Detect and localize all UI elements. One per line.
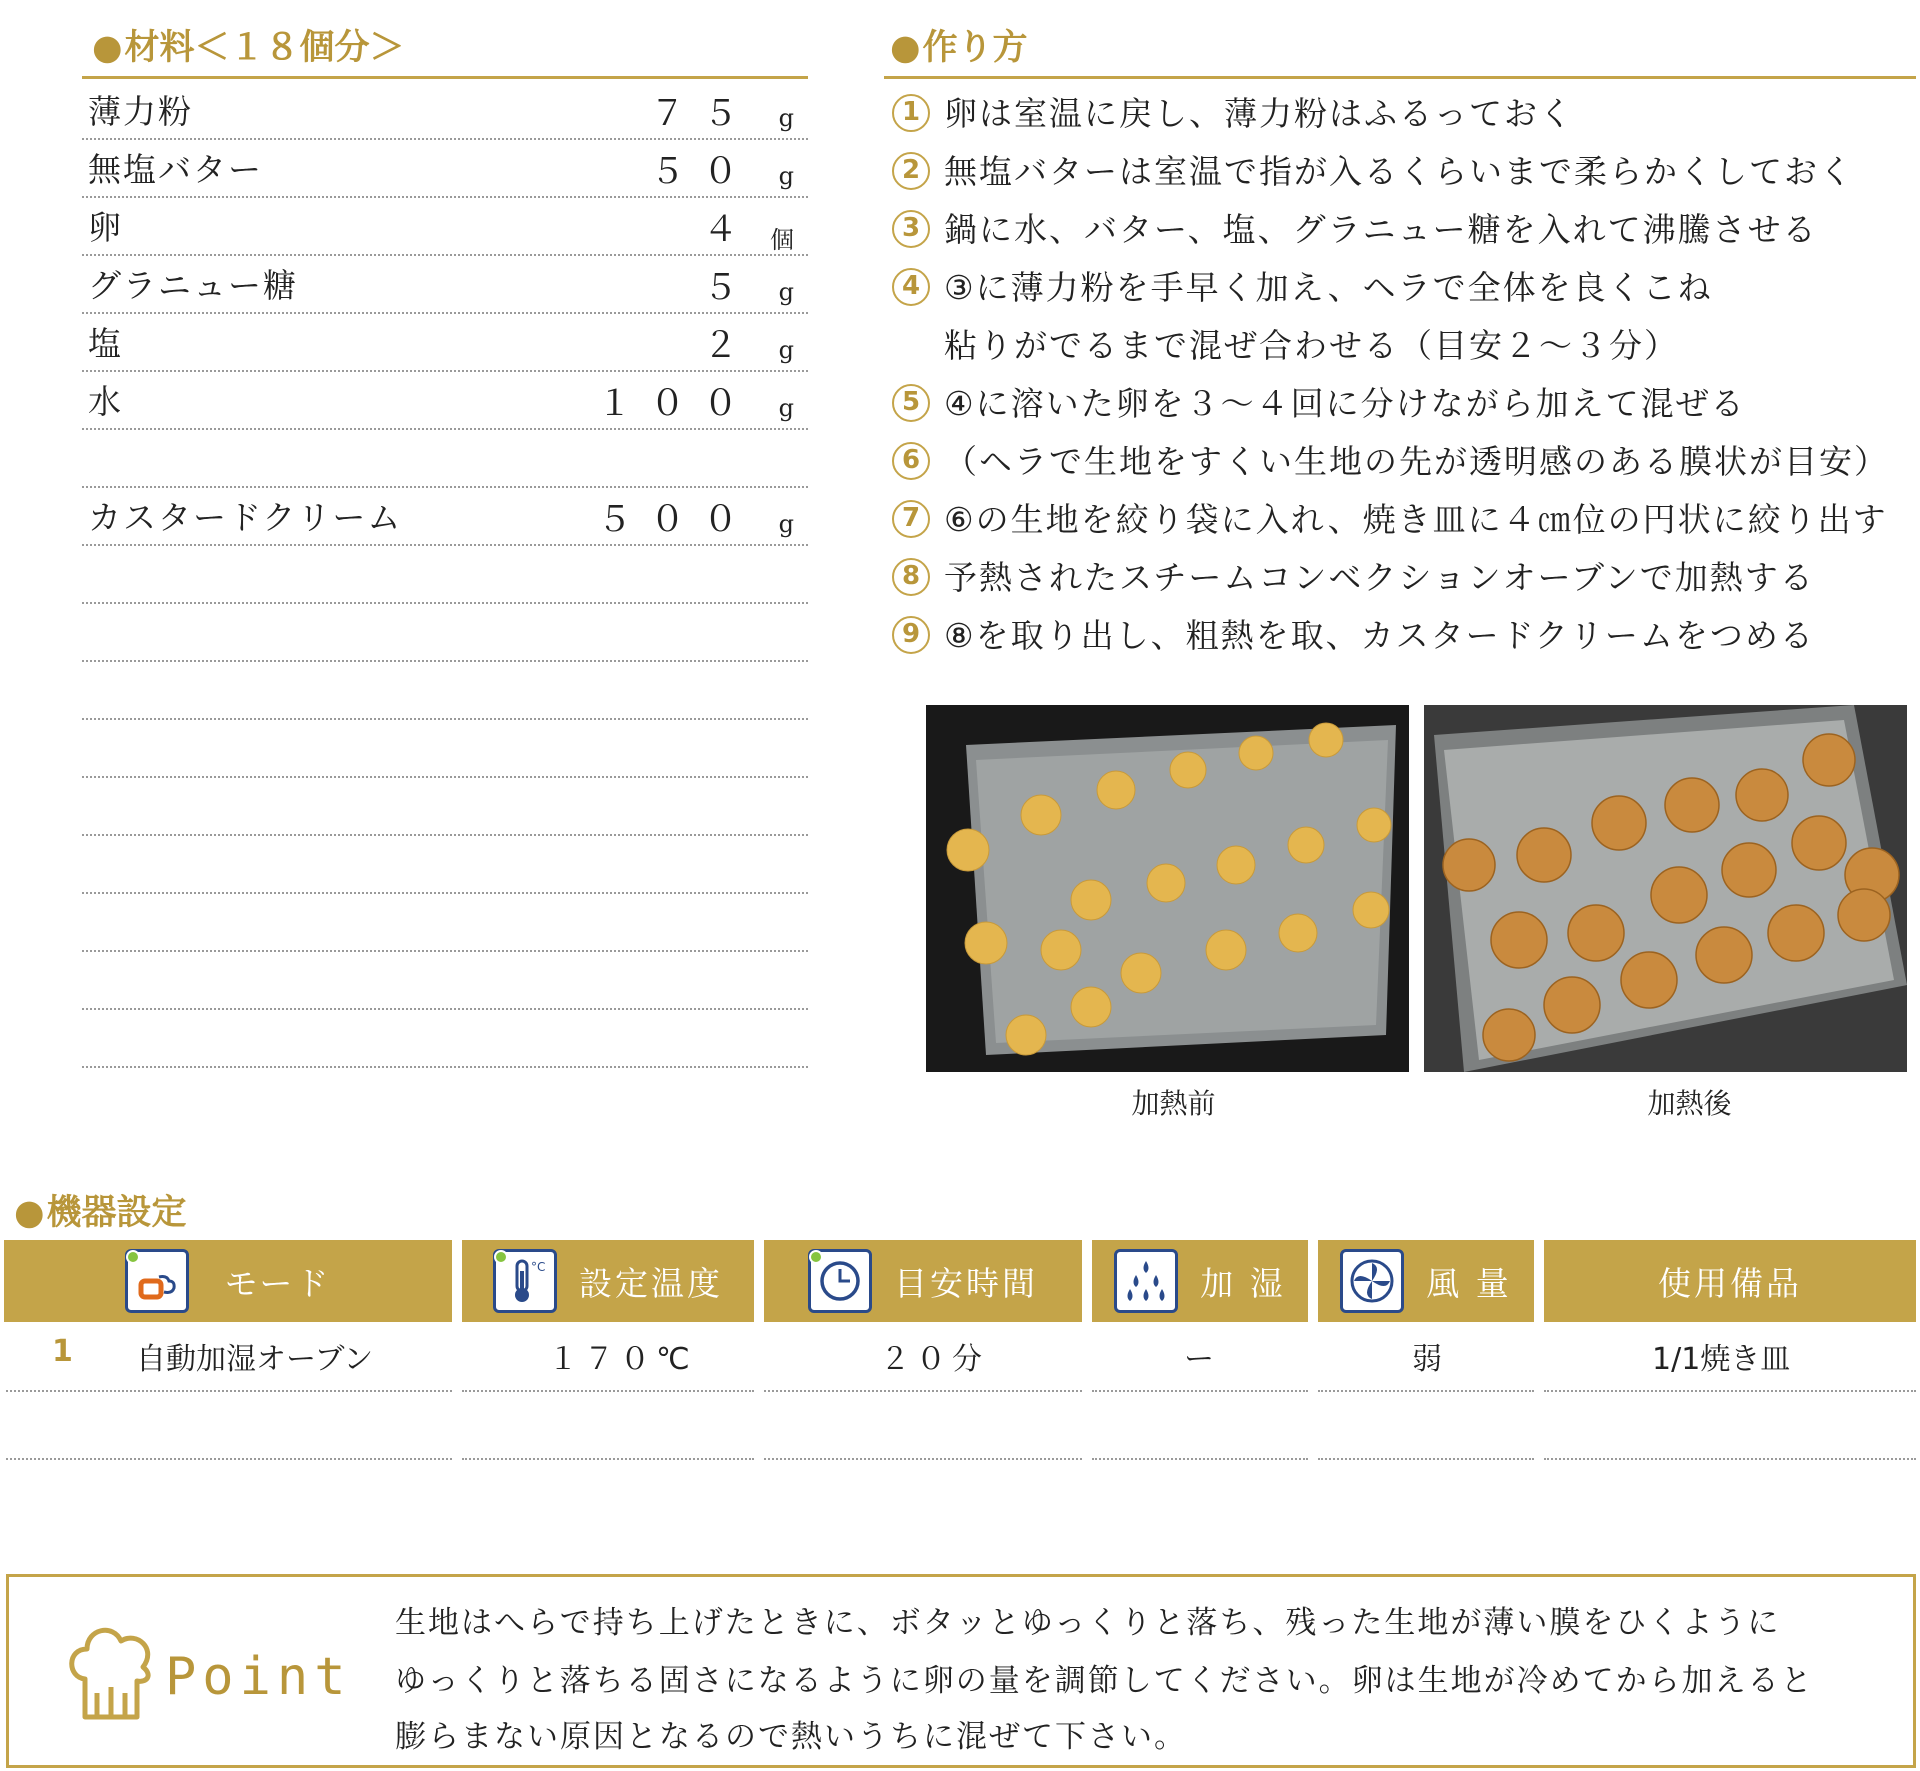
- ingredient-row: [82, 198, 808, 256]
- svg-text:°C: °C: [531, 1260, 546, 1274]
- ingredient-row-empty: [82, 604, 808, 662]
- step-item: [888, 490, 1918, 548]
- photo-before-baking: [926, 705, 1409, 1072]
- step-number: 7: [892, 500, 930, 538]
- step-text: 予熱されたスチームコンベクションオーブンで加熱する: [944, 558, 1815, 597]
- row-index: 1: [52, 1334, 73, 1369]
- step-item: [888, 548, 1918, 606]
- step-number: 8: [892, 558, 930, 596]
- ingredient-name: 無塩バター: [88, 150, 263, 189]
- ingredient-row-empty: [82, 720, 808, 778]
- ingredient-row-empty: [82, 1010, 808, 1068]
- ingredient-qty: ２: [702, 326, 756, 366]
- row-items: 1/1焼き皿: [1652, 1342, 1791, 1377]
- ingredient-qty: ５: [702, 268, 756, 308]
- row-separator: [1092, 1390, 1308, 1392]
- chef-hat-icon: [65, 1619, 155, 1729]
- row-mode: 自動加湿オーブン: [136, 1342, 374, 1377]
- ingredient-row: [82, 314, 808, 372]
- ingredient-unit: g: [778, 104, 794, 132]
- step-item: [888, 258, 1918, 316]
- row-separator: [1318, 1390, 1534, 1392]
- header-time: [764, 1240, 1082, 1322]
- ingredient-unit: g: [778, 394, 794, 422]
- step-item: [888, 432, 1918, 490]
- ingredient-row: [82, 140, 808, 198]
- ingredient-qty: ５００: [596, 500, 756, 540]
- row-separator: [1544, 1458, 1916, 1460]
- header-mode-label: モード: [224, 1263, 332, 1303]
- point-text-line: ゆっくりと落ちる固さになるように卵の量を調節してください。卵は生地が冷めてから加えると: [395, 1663, 1814, 1699]
- point-label: Point: [165, 1647, 352, 1707]
- step-item: [888, 374, 1918, 432]
- ingredient-unit: g: [778, 278, 794, 306]
- ingredient-row-empty: [82, 662, 808, 720]
- row-time: ２０分: [880, 1342, 988, 1377]
- ingredient-row: [82, 256, 808, 314]
- header-temp: [462, 1240, 754, 1322]
- ingredient-row: [82, 488, 808, 546]
- point-box: [6, 1574, 1916, 1768]
- step-text: ④に溶いた卵を３～４回に分けながら加えて混ぜる: [944, 384, 1746, 423]
- point-text-line: 生地はへらで持ち上げたときに、ボタッとゆっくりと落ち、残った生地が薄い膜をひくように: [395, 1605, 1781, 1641]
- ingredient-name: カスタードクリーム: [88, 498, 403, 537]
- photo-after-baking: [1424, 705, 1907, 1072]
- ingredient-row: [82, 372, 808, 430]
- ingredient-row-empty: [82, 546, 808, 604]
- ingredient-unit: 個: [770, 226, 794, 254]
- ingredient-row-empty: [82, 894, 808, 952]
- step-text: 鍋に水、バター、塩、グラニュー糖を入れて沸騰させる: [944, 210, 1818, 249]
- header-items-label: 使用備品: [1658, 1263, 1802, 1303]
- ingredients-list: [82, 82, 808, 1068]
- step-number: 2: [892, 152, 930, 190]
- step-text: ③に薄力粉を手早く加え、ヘラで全体を良くこね: [944, 268, 1713, 307]
- ingredient-name: 塩: [88, 324, 123, 363]
- equipment-title: ● 機器設定: [14, 1193, 187, 1233]
- row-separator: [1092, 1458, 1308, 1460]
- step-number: 5: [892, 384, 930, 422]
- ingredient-row: [82, 430, 808, 488]
- caption-after: 加熱後: [1647, 1087, 1732, 1120]
- header-humidity: [1092, 1240, 1308, 1322]
- indicator-dot-icon: [494, 1250, 508, 1264]
- row-separator: [462, 1458, 754, 1460]
- ingredients-title-rule: [82, 76, 808, 79]
- header-fan-label: 風 量: [1426, 1263, 1512, 1303]
- steam-mode-icon: [125, 1249, 189, 1313]
- fan-icon: [1340, 1249, 1404, 1313]
- row-temp: １７０℃: [548, 1342, 696, 1377]
- ingredient-name: 水: [88, 382, 123, 421]
- ingredient-unit: g: [778, 162, 794, 190]
- ingredient-qty: ４: [702, 210, 756, 250]
- point-text-line: 膨らまない原因となるので熱いうちに混ぜて下さい。: [395, 1719, 1187, 1755]
- clock-icon: [808, 1249, 872, 1313]
- step-item: [888, 142, 1918, 200]
- indicator-dot-icon: [126, 1250, 140, 1264]
- thermometer-icon: [493, 1249, 557, 1313]
- step-item: [888, 200, 1918, 258]
- ingredients-title: ● 材料＜１８個分＞: [92, 28, 405, 68]
- header-items: [1544, 1240, 1916, 1322]
- step-item-continued: [888, 316, 1918, 374]
- row-separator: [764, 1458, 1082, 1460]
- row-separator: [6, 1458, 452, 1460]
- header-mode: [4, 1240, 452, 1322]
- header-humidity-label: 加 湿: [1200, 1263, 1286, 1303]
- ingredient-row-empty: [82, 778, 808, 836]
- row-separator: [764, 1390, 1082, 1392]
- header-temp-label: 設定温度: [579, 1263, 723, 1303]
- step-number: 9: [892, 616, 930, 654]
- step-number: 3: [892, 210, 930, 248]
- step-number: 6: [892, 442, 930, 480]
- ingredient-row-empty: [82, 952, 808, 1010]
- caption-before: 加熱前: [1131, 1087, 1216, 1120]
- method-title-rule: [884, 76, 1916, 79]
- ingredient-name: グラニュー糖: [88, 266, 298, 305]
- step-number: 1: [892, 94, 930, 132]
- row-separator: [1544, 1390, 1916, 1392]
- ingredient-row: [82, 82, 808, 140]
- header-time-label: 目安時間: [894, 1263, 1038, 1303]
- row-separator: [6, 1390, 452, 1392]
- row-humidity: ー: [1184, 1342, 1214, 1377]
- header-fan: [1318, 1240, 1534, 1322]
- step-text: 卵は室温に戻し、薄力粉はふるっておく: [944, 94, 1574, 133]
- ingredient-qty: １００: [596, 384, 756, 424]
- method-title: ● 作り方: [890, 28, 1028, 68]
- ingredient-qty: ５０: [649, 152, 756, 192]
- step-number: 4: [892, 268, 930, 306]
- step-text: ⑧を取り出し、粗熱を取、カスタードクリームをつめる: [944, 616, 1815, 655]
- row-fan: 弱: [1412, 1342, 1442, 1377]
- indicator-dot-icon: [809, 1250, 823, 1264]
- ingredient-qty: ７５: [649, 94, 756, 134]
- water-drops-icon: [1114, 1249, 1178, 1313]
- row-separator: [1318, 1458, 1534, 1460]
- step-text: ⑥の生地を絞り袋に入れ、焼き皿に４㎝位の円状に絞り出す: [944, 500, 1888, 539]
- ingredient-name: 卵: [88, 208, 123, 247]
- ingredient-name: 薄力粉: [88, 92, 193, 131]
- row-separator: [462, 1390, 754, 1392]
- ingredient-unit: g: [778, 336, 794, 364]
- step-text: 粘りがでるまで混ぜ合わせる（目安２～３分）: [944, 326, 1679, 365]
- step-text: 無塩バターは室温で指が入るくらいまで柔らかくしておく: [944, 152, 1854, 191]
- step-item: [888, 606, 1918, 664]
- step-text: （ヘラで生地をすくい生地の先が透明感のある膜状が目安）: [944, 442, 1889, 481]
- step-item: [888, 84, 1918, 142]
- ingredient-unit: g: [778, 510, 794, 538]
- method-steps: [888, 84, 1918, 664]
- ingredient-row-empty: [82, 836, 808, 894]
